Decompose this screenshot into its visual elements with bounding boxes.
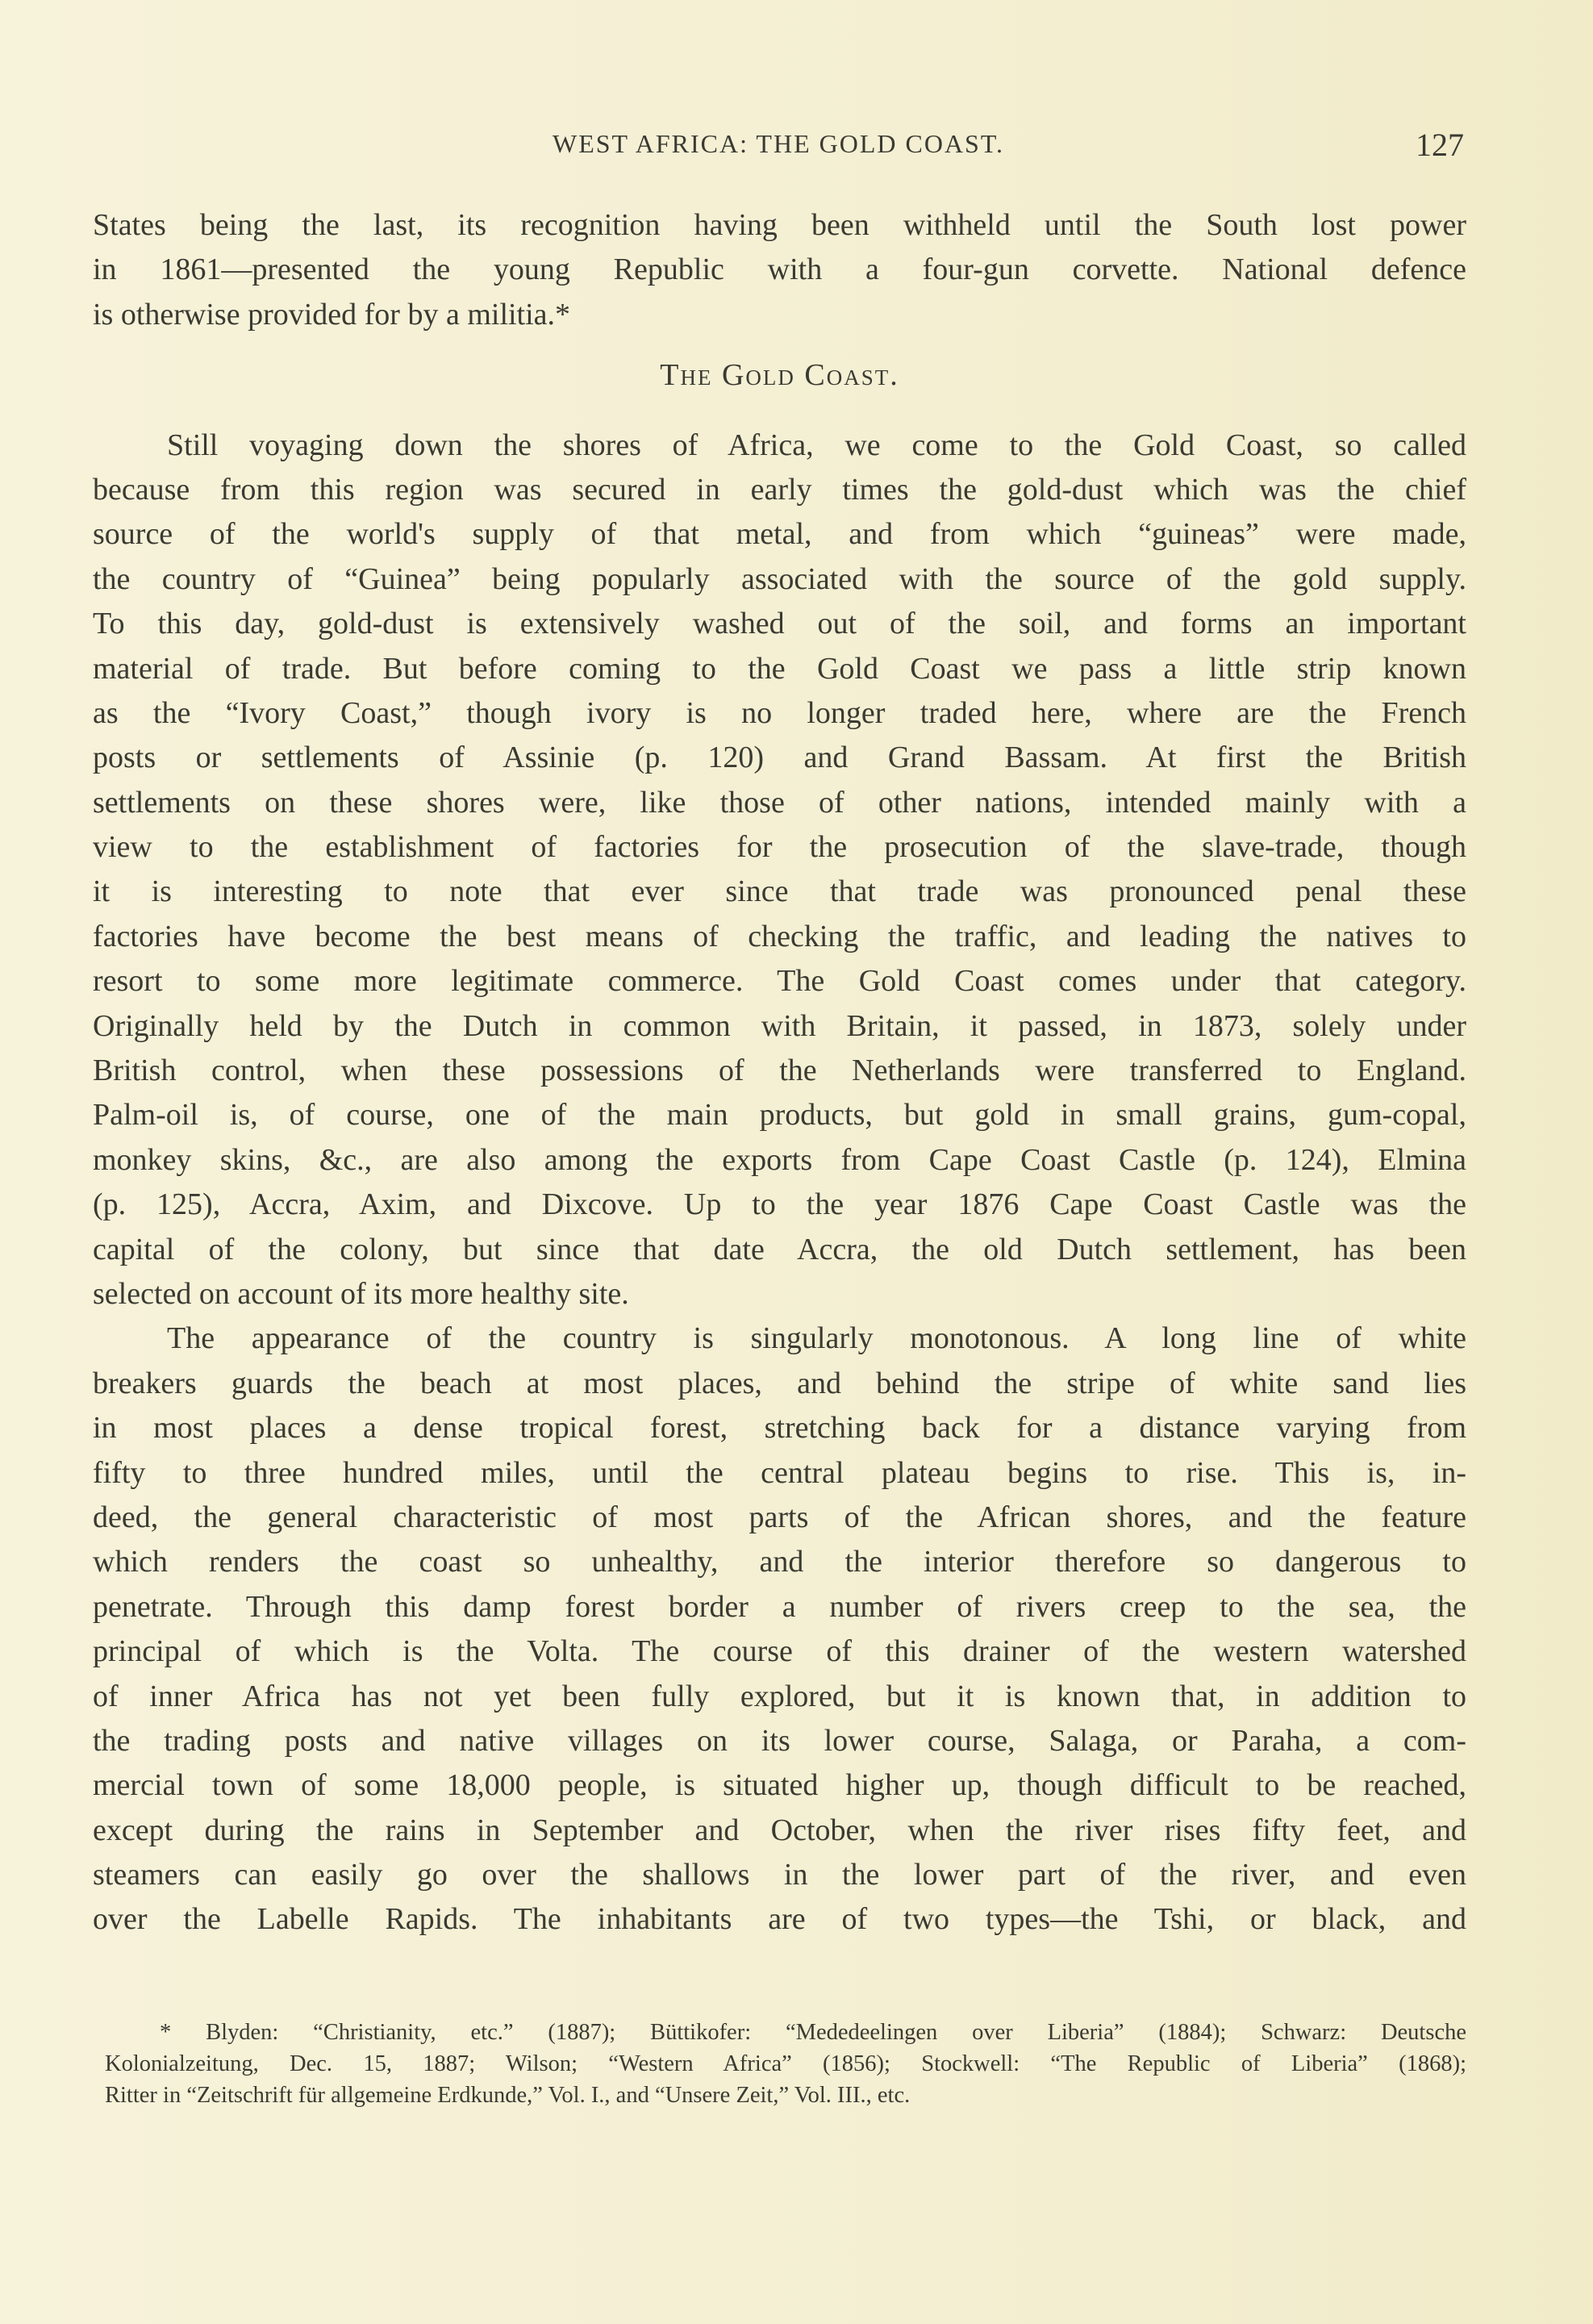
paragraph-line: view to the establishment of factories for the prosecution of the slave-trade, though xyxy=(93,830,1466,865)
page-number: 127 xyxy=(1416,127,1464,163)
paragraph-line: fifty to three hundred miles, until the central plateau begins to rise. This is, in- xyxy=(93,1455,1466,1490)
paragraph-line: mercial town of some 18,000 people, is situated higher up, though difficult to be reached, xyxy=(93,1768,1466,1803)
footnotes xyxy=(105,2017,1466,2111)
paragraph-line: principal of which is the Volta. The course of this drainer of the western watershed xyxy=(93,1634,1466,1669)
paragraph-line: the trading posts and native villages on its lower course, Salaga, or Paraha, a com- xyxy=(93,1723,1466,1758)
paragraph-line: material of trade. But before coming to the Gold Coast we pass a little strip known xyxy=(93,651,1466,686)
section-heading: The Gold Coast. xyxy=(660,358,899,393)
running-head xyxy=(93,129,1464,169)
paragraph-line: resort to some more legitimate commerce. The Gold Coast comes under that category. xyxy=(93,964,1466,999)
paragraph-line: breakers guards the beach at most places, and behind the stripe of white sand lies xyxy=(93,1366,1466,1400)
running-title: WEST AFRICA: THE GOLD COAST. xyxy=(552,129,1005,158)
paragraph-line: The appearance of the country is singularly monotonous. A long line of white xyxy=(167,1321,1466,1356)
paragraph-line: deed, the general characteristic of most parts of the African shores, and the feature xyxy=(93,1500,1466,1534)
paragraph-line: posts or settlements of Assinie (p. 120) and Grand Bassam. At first the British xyxy=(93,741,1466,775)
paragraph-line: (p. 125), Accra, Axim, and Dixcove. Up to the year 1876 Cape Coast Castle was the xyxy=(93,1187,1466,1222)
paragraph-line: source of the world's supply of that metal, and from which “guineas” were made, xyxy=(93,517,1466,552)
paragraph-line: Palm-oil is, of course, one of the main products, but gold in small grains, gum-copal, xyxy=(93,1098,1466,1133)
footnote-line: Ritter in “Zeitschrift für allgemeine Erdkunde,” Vol. I., and “Unsere Zeit,” Vol. III., etc. xyxy=(105,2083,911,2108)
paragraph-line: monkey skins, &c., are also among the exports from Cape Coast Castle (p. 124), Elmina xyxy=(93,1142,1466,1177)
paragraph-line: over the Labelle Rapids. The inhabitants are of two types—the Tshi, or black, and xyxy=(93,1902,1466,1937)
paragraph-line: except during the rains in September and October, when the river rises fifty feet, and xyxy=(93,1813,1466,1847)
intro-line: States being the last, its recognition having been withheld until the South lost power xyxy=(93,208,1466,242)
paragraph-line: To this day, gold-dust is extensively washed out of the soil, and forms an important xyxy=(93,607,1466,641)
paragraph-line: British control, when these possessions of the Netherlands were transferred to England. xyxy=(93,1054,1466,1088)
paragraph-line: of inner Africa has not yet been fully explored, but it is known that, in addition to xyxy=(93,1679,1466,1713)
paragraph-line: it is interesting to note that ever since that trade was pronounced penal these xyxy=(93,874,1466,909)
paragraph-line: factories have become the best means of checking the traffic, and leading the natives to xyxy=(93,919,1466,953)
footnote-line: Kolonialzeitung, Dec. 15, 1887; Wilson; “Western Africa” (1856); Stockwell: “The Republic of Liberia” (1868); xyxy=(105,2051,1466,2076)
paragraph-line: which renders the coast so unhealthy, and the interior therefore so dangerous to xyxy=(93,1545,1466,1579)
paragraph-line: settlements on these shores were, like those of other nations, intended mainly with a xyxy=(93,785,1466,820)
paragraph-line: Originally held by the Dutch in common with Britain, it passed, in 1873, solely under xyxy=(93,1008,1466,1043)
paragraph-line: selected on account of its more healthy site. xyxy=(93,1276,629,1311)
paragraph-line: the country of “Guinea” being popularly associated with the source of the gold supply. xyxy=(93,561,1466,596)
intro-line: in 1861—presented the young Republic with a four-gun corvette. National defence xyxy=(93,252,1466,287)
paragraph-line: because from this region was secured in early times the gold-dust which was the chief xyxy=(93,472,1466,507)
footnote-line: * Blyden: “Christianity, etc.” (1887); Büttikofer: “Mededeelingen over Liberia” (1884); Schwarz: Deutsche xyxy=(160,2020,1466,2045)
intro-line: is otherwise provided for by a militia.* xyxy=(93,297,571,332)
paragraph-line: penetrate. Through this damp forest border a number of rivers creep to the sea, the xyxy=(93,1589,1466,1624)
paragraph-line: Still voyaging down the shores of Africa, we come to the Gold Coast, so called xyxy=(167,428,1466,462)
paragraph-line: capital of the colony, but since that date Accra, the old Dutch settlement, has been xyxy=(93,1232,1466,1266)
paragraph-line: steamers can easily go over the shallows in the lower part of the river, and even xyxy=(93,1858,1466,1892)
body-text xyxy=(93,203,1466,1942)
paragraph-line: in most places a dense tropical forest, stretching back for a distance varying from xyxy=(93,1411,1466,1446)
paragraph-line: as the “Ivory Coast,” though ivory is no longer traded here, where are the French xyxy=(93,695,1466,730)
